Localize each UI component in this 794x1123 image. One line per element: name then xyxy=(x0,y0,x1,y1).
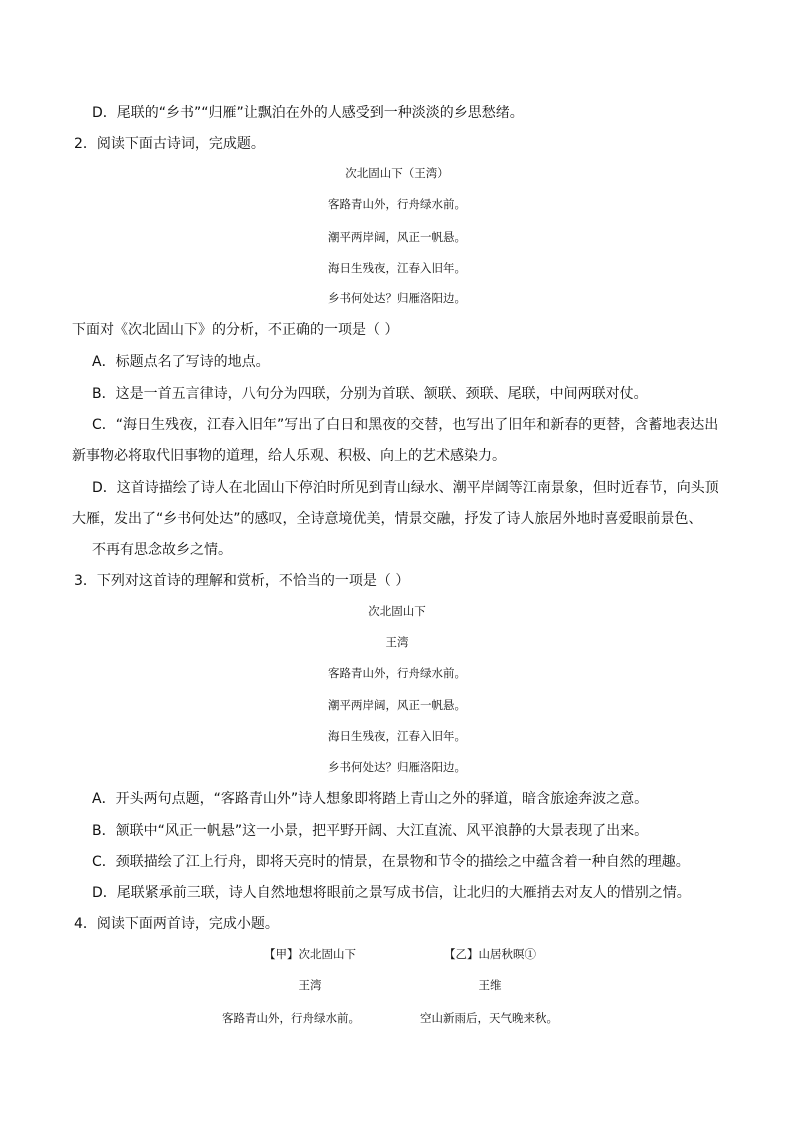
q3-poem-line: 海日生残夜，江春入旧年。 xyxy=(328,729,466,743)
q1-option-d: D．尾联的“乡书”“归雁”让飘泊在外的人感受到一种淡淡的乡思愁绪。 xyxy=(92,105,524,121)
q3-poem-line: 客路青山外，行舟绿水前。 xyxy=(328,666,466,680)
q2-poem-line: 潮平两岸阔，风正一帆悬。 xyxy=(328,230,466,244)
q3-option-b: B．颔联中“风正一帆悬”这一小景，把平野开阔、大江直流、风平浪静的大景表现了出来。 xyxy=(92,823,649,839)
q3-option-c: C．颈联描绘了江上行舟，即将天亮时的情景，在景物和节令的描绘之中蕴含着一种自然的理趣。 xyxy=(92,854,690,870)
q3-poem-line: 乡书何处达？归雁洛阳边。 xyxy=(328,760,466,774)
q2-poem-line: 海日生残夜，江春入旧年。 xyxy=(328,261,466,275)
q2-option-a: A．标题点名了写诗的地点。 xyxy=(92,354,270,370)
q4-stem: 4．阅读下面两首诗，完成小题。 xyxy=(74,916,279,932)
q2-poem-line: 乡书何处达？归雁洛阳边。 xyxy=(328,291,466,305)
q2-option-c: C．“海日生残夜，江春入旧年”写出了白日和黑夜的交替，也写出了旧年和新春的更替，含蓄地表达出 xyxy=(92,417,719,433)
q3-option-a: A．开头两句点题，“客路青山外”诗人想象即将踏上青山之外的驿道，暗含旅途奔波之意。 xyxy=(92,791,649,807)
poem-a-line: 客路青山外，行舟绿水前。 xyxy=(222,1011,360,1025)
q3-poem-line: 潮平两岸阔，风正一帆悬。 xyxy=(328,698,466,712)
q3-option-d: D．尾联紧承前三联，诗人自然地想将眼前之景写成书信，让北归的大雁捎去对友人的惜别之情。 xyxy=(92,885,691,901)
q3-poem-author: 王湾 xyxy=(385,635,409,649)
q2-option-d-cont: 大雁，发出了“乡书何处达”的感叹，全诗意境优美，情景交融，抒发了诗人旅居外地时喜爱眼前景色、 xyxy=(72,511,703,527)
poem-b-line: 空山新雨后，天气晚来秋。 xyxy=(420,1011,558,1025)
q2-option-b: B．这是一首五言律诗，八句分为四联，分别为首联、颔联、颈联、尾联，中间两联对仗。 xyxy=(92,386,648,402)
q3-stem: 3．下列对这首诗的理解和赏析，不恰当的一项是（ ） xyxy=(74,573,410,589)
poem-a-author: 王湾 xyxy=(298,978,322,992)
q2-option-d: D．这首诗描绘了诗人在北固山下停泊时所见到青山绿水、潮平岸阔等江南景象，但时近春节，向头顶 xyxy=(92,480,719,496)
poem-a-title-text: 【甲】次北固山下 xyxy=(264,947,356,961)
q2-option-c-cont: 新事物必将取代旧事物的道理，给人乐观、积极、向上的艺术感染力。 xyxy=(72,448,506,464)
q2-poem-title: 次北固山下（王湾） xyxy=(345,166,449,180)
q3-poem-title: 次北固山下 xyxy=(368,604,426,618)
q2-option-d-cont: 不再有思念故乡之情。 xyxy=(92,542,232,558)
q2-poem-line: 客路青山外，行舟绿水前。 xyxy=(328,197,466,211)
q2-stem: 2．阅读下面古诗词，完成题。 xyxy=(74,136,265,152)
poem-b-author: 王维 xyxy=(478,978,502,992)
poem-b-title-text: 【乙】山居秋暝① xyxy=(444,947,536,961)
q2-question: 下面对《次北固山下》的分析，不正确的一项是（ ） xyxy=(72,322,399,338)
poem-b-title xyxy=(430,946,550,962)
poem-a-title xyxy=(250,946,370,962)
